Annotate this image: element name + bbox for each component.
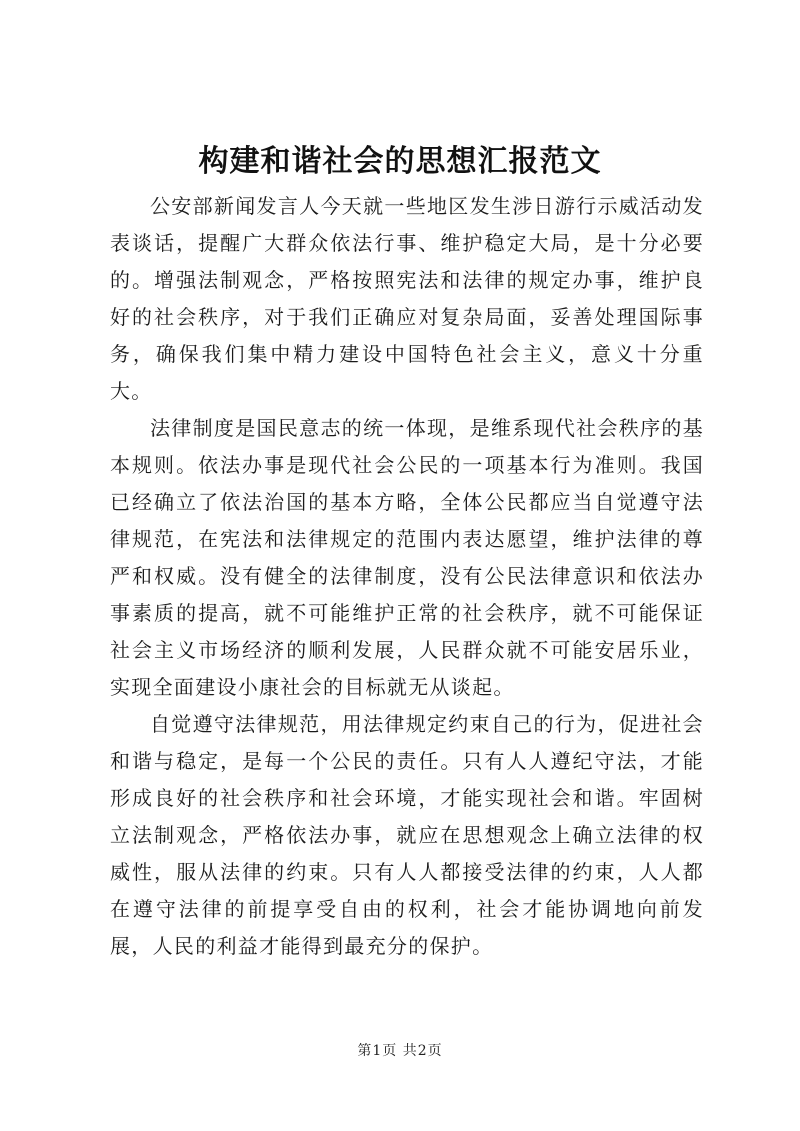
paragraph-1: 公安部新闻发言人今天就一些地区发生涉日游行示威活动发表谈话，提醒广大群众依法行事、维护稳定大局，是十分必要的。增强法制观念，严格按照宪法和法律的规定办事，维护良好的社会秩序，对于我们正确应对复杂局面，妥善处理国际事务，确保我们集中精力建设中国特色社会主义，意义十分重大。 [110,194,704,403]
document-body [110,188,704,965]
paragraph-2: 法律制度是国民意志的统一体现，是维系现代社会秩序的基本规则。依法办事是现代社会公民的一项基本行为准则。我国已经确立了依法治国的基本方略，全体公民都应当自觉遵守法律规范，在宪法和法律规定的范围内表达愿望，维护法律的尊严和权威。没有健全的法律制度，没有公民法律意识和依法办事素质的提高，就不可能维护正常的社会秩序，就不可能保证社会主义市场经济的顺利发展，人民群众就不可能安居乐业，实现全面建设小康社会的目标就无从谈起。 [110,416,704,699]
page-number-footer: 第1页 共2页 [357,1043,443,1059]
paragraph-3: 自觉遵守法律规范，用法律规定约束自己的行为，促进社会和谐与稳定，是每一个公民的责任。只有人人遵纪守法，才能形成良好的社会秩序和社会环境，才能实现社会和谐。牢固树立法制观念，严格依法办事，就应在思想观念上确立法律的权威性，服从法律的约束。只有人人都接受法律的约束，人人都在遵守法律的前提享受自由的权利，社会才能协调地向前发展，人民的利益才能得到最充分的保护。 [110,712,704,958]
page-title: 构建和谐社会的思想汇报范文 [198,144,602,179]
